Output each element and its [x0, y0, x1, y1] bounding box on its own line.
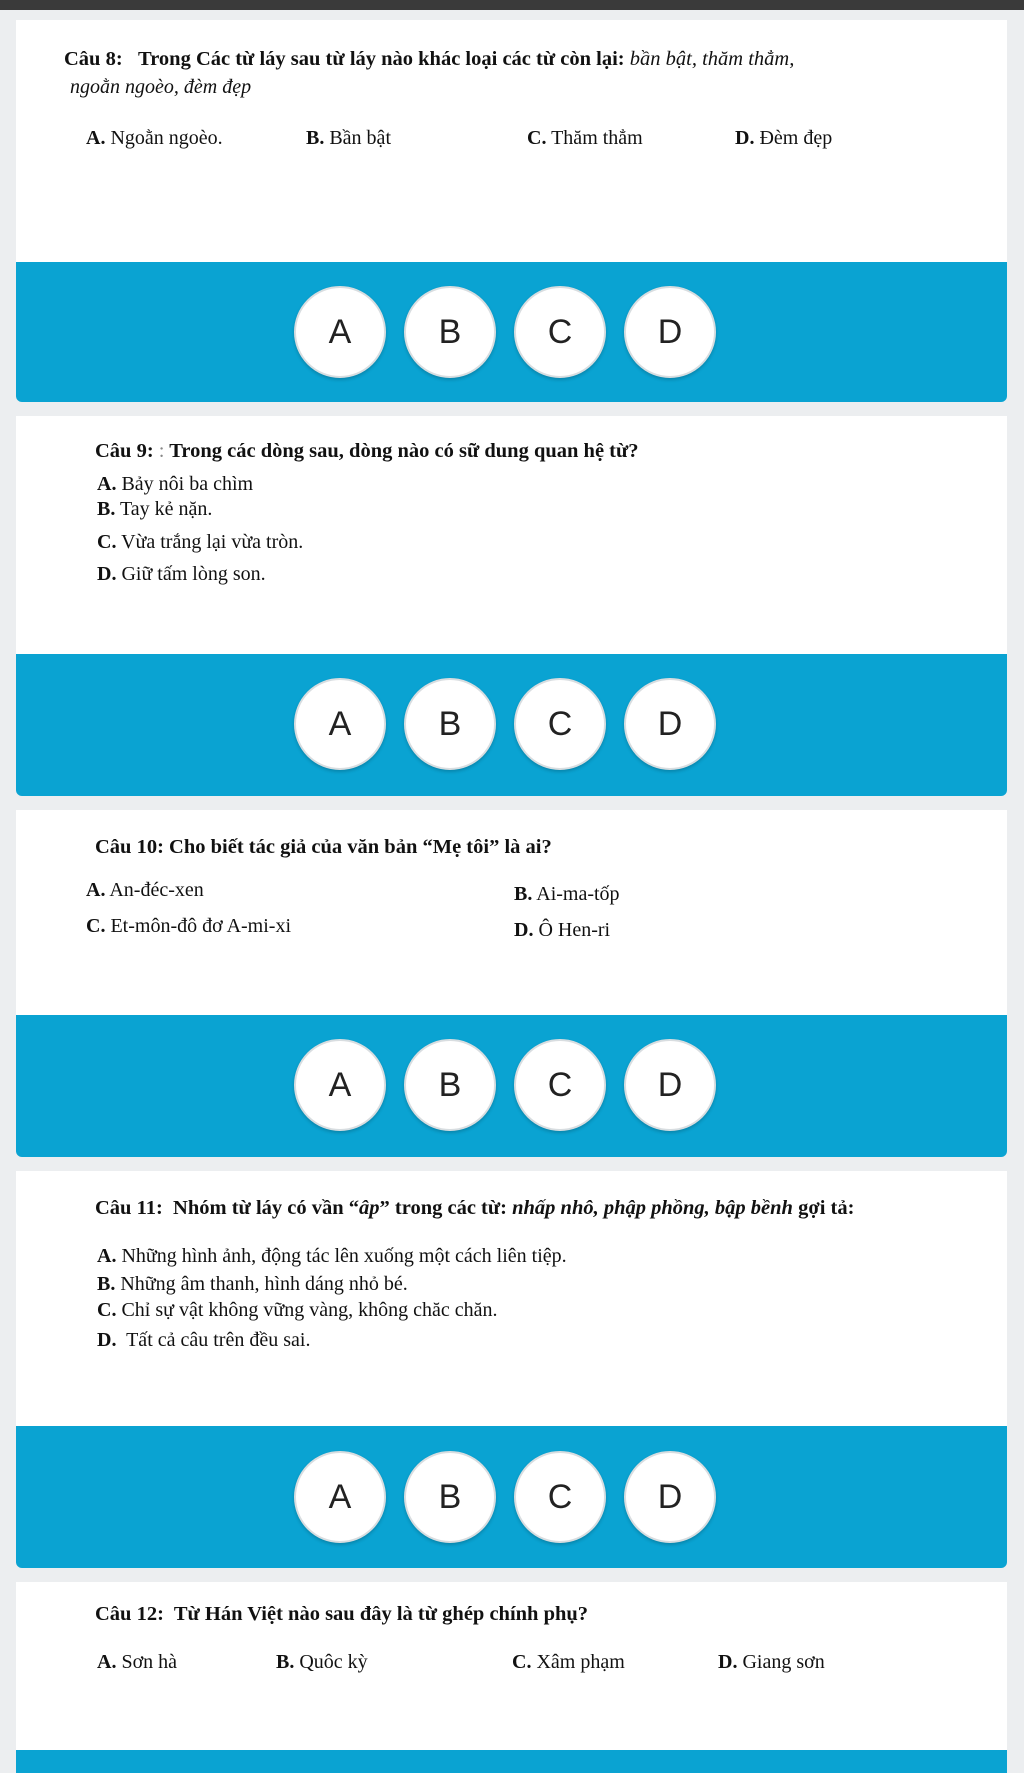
answer-panel-q12 [16, 1750, 1007, 1773]
question-11-stem: Câu 11: Nhóm từ láy có vần “âp” trong các từ: nhấp nhô, phập phồng, bập bềnh gợi tả: [95, 1197, 855, 1219]
answer-button-d[interactable]: D [624, 678, 716, 770]
answer-button-c[interactable]: C [514, 1039, 606, 1131]
answer-panel-q9 [16, 654, 1007, 796]
answer-button-a[interactable]: A [294, 286, 386, 378]
q8-option-a: A. Ngoằn ngoèo. [86, 127, 223, 149]
question-8-stem: Câu 8: Trong Các từ láy sau từ láy nào khác loại các từ còn lại: bần bật, thăm thẳm, [64, 48, 795, 70]
answer-button-c[interactable]: C [514, 1451, 606, 1543]
answer-button-b[interactable]: B [404, 1451, 496, 1543]
answer-button-b[interactable]: B [404, 1039, 496, 1131]
q12-option-c: C. Xâm phạm [512, 1651, 625, 1673]
q9-option-a: A. Bảy nôi ba chìm [97, 473, 254, 495]
q10-option-d: D. Ô Hen-ri [514, 919, 611, 941]
answer-button-a[interactable]: A [294, 1039, 386, 1131]
q9-option-c: C. Vừa trắng lại vừa tròn. [97, 531, 304, 553]
answer-button-a[interactable]: A [294, 1451, 386, 1543]
answer-button-b[interactable]: B [404, 286, 496, 378]
q8-option-b: B. Bần bật [306, 127, 391, 149]
q9-option-b: B. Tay kẻ nặn. [97, 498, 213, 520]
answer-button-a[interactable]: A [294, 678, 386, 770]
answer-button-d[interactable]: D [624, 286, 716, 378]
q11-option-b: B. Những âm thanh, hình dáng nhỏ bé. [97, 1273, 408, 1295]
answer-button-d[interactable]: D [624, 1451, 716, 1543]
q10-option-b: B. Ai-ma-tốp [514, 883, 620, 905]
q9-option-d: D. Giữ tấm lòng son. [97, 563, 266, 585]
answer-button-c[interactable]: C [514, 286, 606, 378]
q11-option-d: D. Tất cả câu trên đều sai. [97, 1329, 311, 1351]
answer-button-d[interactable]: D [624, 1039, 716, 1131]
answer-button-b[interactable]: B [404, 678, 496, 770]
answer-panel-q11 [16, 1426, 1007, 1568]
q8-option-c: C. Thăm thẳm [527, 127, 643, 149]
status-bar [0, 0, 1024, 10]
q10-option-a: A. An-đéc-xen [86, 879, 204, 901]
q10-option-c: C. Et-môn-đô đơ A-mi-xi [86, 915, 292, 937]
answer-panel-q10 [16, 1015, 1007, 1157]
question-9-stem: Câu 9: : Trong các dòng sau, dòng nào có sữ dung quan hệ từ? [95, 440, 639, 462]
question-8-stem-cont: ngoằn ngoèo, đèm đẹp [70, 76, 252, 98]
q11-option-c: C. Chỉ sự vật không vững vàng, không chăc chăn. [97, 1299, 498, 1321]
q12-option-d: D. Giang sơn [718, 1651, 825, 1673]
question-10-stem: Câu 10: Cho biết tác giả của văn bản “Mẹ tôi” là ai? [95, 836, 552, 858]
q8-option-d: D. Đèm đẹp [735, 127, 833, 149]
q11-option-a: A. Những hình ảnh, động tác lên xuống một cách liên tiệp. [97, 1245, 567, 1267]
q12-option-b: B. Quôc kỳ [276, 1651, 368, 1673]
answer-panel-q8 [16, 262, 1007, 402]
question-12-stem: Câu 12: Từ Hán Việt nào sau đây là từ ghép chính phụ? [95, 1603, 589, 1625]
answer-button-c[interactable]: C [514, 678, 606, 770]
q12-option-a: A. Sơn hà [97, 1651, 178, 1673]
